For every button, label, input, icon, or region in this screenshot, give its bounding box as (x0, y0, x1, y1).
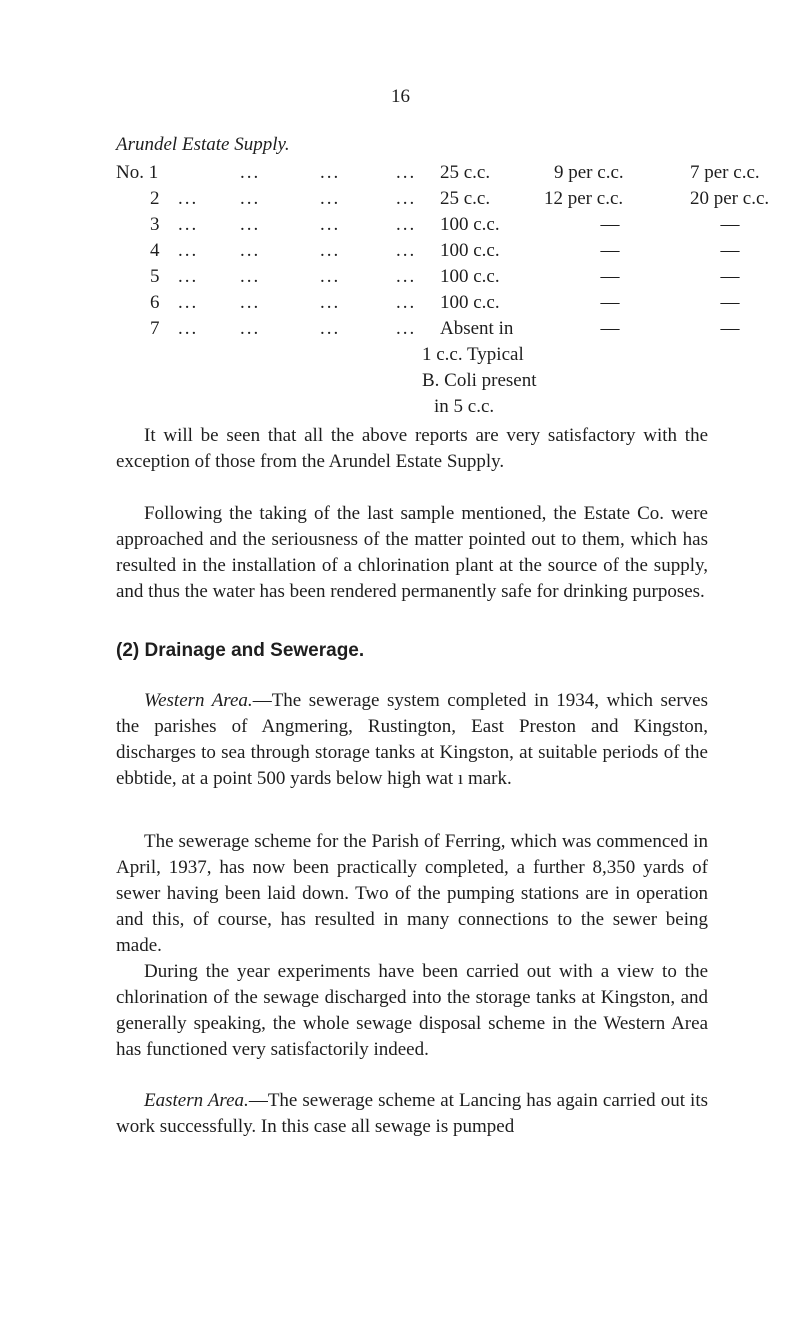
sample-number: 7 (150, 318, 160, 339)
leader-dots: ... (320, 266, 341, 287)
leader-dots: ... (178, 292, 199, 313)
leader-dots: ... (178, 266, 199, 287)
paragraph-chlorination: Following the taking of the last sample mentioned, the Estate Co. were approached and the seriousness of the matter pointed out to them, which has resulted in the installation of a chlorination plant at the source of the supply, and thus the water has been rendered permanently safe for drinking purposes. (116, 503, 708, 602)
leader-dots: ... (240, 318, 261, 339)
sample-volume: 100 c.c. (440, 214, 500, 235)
page-number: 16 (391, 86, 410, 107)
count-column-1: 12 per c.c. (544, 188, 624, 209)
sample-volume: 100 c.c. (440, 266, 500, 287)
leader-dots: ... (320, 162, 341, 183)
count-column-2: 7 per c.c. (690, 162, 760, 183)
sample-number: 4 (150, 240, 160, 261)
sample-volume: 25 c.c. (440, 188, 491, 209)
drainage-heading: (2) Drainage and Sewerage. (116, 640, 365, 661)
count-column-1: — (600, 266, 620, 287)
count-column-2: — (720, 214, 740, 235)
sample-note (0, 370, 801, 396)
leader-dots: ... (240, 214, 261, 235)
note-line: in 5 c.c. (434, 396, 495, 417)
sample-volume: 100 c.c. (440, 240, 500, 261)
leader-dots: ... (240, 292, 261, 313)
leader-dots: ... (240, 266, 261, 287)
sample-volume: Absent in (440, 318, 514, 339)
western-area-label: Western Area. (144, 690, 253, 711)
table-row (0, 240, 801, 266)
leader-dots: ... (178, 318, 199, 339)
supply-results-table (0, 162, 801, 422)
sample-number: 2 (150, 188, 160, 209)
leader-dots: ... (240, 240, 261, 261)
leader-dots: ... (240, 188, 261, 209)
leader-dots: ... (178, 240, 199, 261)
table-row (0, 162, 801, 188)
count-column-1: 9 per c.c. (554, 162, 624, 183)
leader-dots: ... (396, 188, 417, 209)
count-column-2: 20 per c.c. (690, 188, 770, 209)
paragraph-western-area (116, 688, 708, 792)
leader-dots: ... (320, 292, 341, 313)
count-column-2: — (720, 240, 740, 261)
sample-note (0, 396, 801, 422)
sample-number: 5 (150, 266, 160, 287)
leader-dots: ... (320, 318, 341, 339)
leader-dots: ... (320, 214, 341, 235)
paragraph-experiments: During the year experiments have been carried out with a view to the chlorination of the sewage discharged into the storage tanks at Kingston, and generally speaking, the whole sewage disposal scheme in the Western Area has functioned very satisfactorily indeed. (116, 961, 708, 1060)
leader-dots: ... (178, 214, 199, 235)
leader-dots: ... (240, 162, 261, 183)
leader-dots: ... (320, 188, 341, 209)
eastern-area-text: —The sewerage scheme at Lancing has again carried out its work successfully. In this case all sewage is pumped (116, 1090, 708, 1137)
leader-dots: ... (320, 240, 341, 261)
count-column-2: — (720, 318, 740, 339)
note-line: 1 c.c. Typical (422, 344, 524, 365)
leader-dots: ... (396, 162, 417, 183)
table-row (0, 292, 801, 318)
sample-note (0, 344, 801, 370)
table-row (0, 188, 801, 214)
leader-dots: ... (396, 240, 417, 261)
count-column-2: — (720, 266, 740, 287)
paragraph-ferring: The sewerage scheme for the Parish of Ferring, which was commenced in April, 1937, has now been practically completed, a further 8,350 yards of sewer having been laid down. Two of the pumping stations are in operation and this, of course, has resulted in many connections to the sewer being made. (116, 831, 708, 956)
sample-volume: 25 c.c. (440, 162, 491, 183)
leader-dots: ... (396, 292, 417, 313)
count-column-1: — (600, 318, 620, 339)
leader-dots: ... (396, 318, 417, 339)
count-column-1: — (600, 240, 620, 261)
leader-dots: ... (396, 266, 417, 287)
note-line: B. Coli present (422, 370, 537, 391)
table-row (0, 214, 801, 240)
table-row (0, 266, 801, 292)
count-column-2: — (720, 292, 740, 313)
leader-dots: ... (396, 214, 417, 235)
table-row (0, 318, 801, 344)
paragraph-eastern-area (116, 1088, 708, 1140)
paragraph-summary: It will be seen that all the above reports are very satisfactory with the exception of those from the Arundel Estate Supply. (116, 425, 708, 472)
sample-number: 6 (150, 292, 160, 313)
eastern-area-label: Eastern Area. (144, 1090, 249, 1111)
arundel-supply-heading: Arundel Estate Supply. (116, 134, 290, 155)
leader-dots: ... (178, 188, 199, 209)
count-column-1: — (600, 214, 620, 235)
sample-number: 3 (150, 214, 160, 235)
count-column-1: — (600, 292, 620, 313)
western-area-text: —The sewerage system completed in 1934, which serves the parishes of Angmering, Rustington, East Preston and Kingston, discharges to sea through storage tanks at Kingston, at suitable periods of the ebbtide, at a point 500 yards below high wat ı mark. (116, 690, 708, 789)
sample-number: No. 1 (116, 162, 159, 183)
sample-volume: 100 c.c. (440, 292, 500, 313)
